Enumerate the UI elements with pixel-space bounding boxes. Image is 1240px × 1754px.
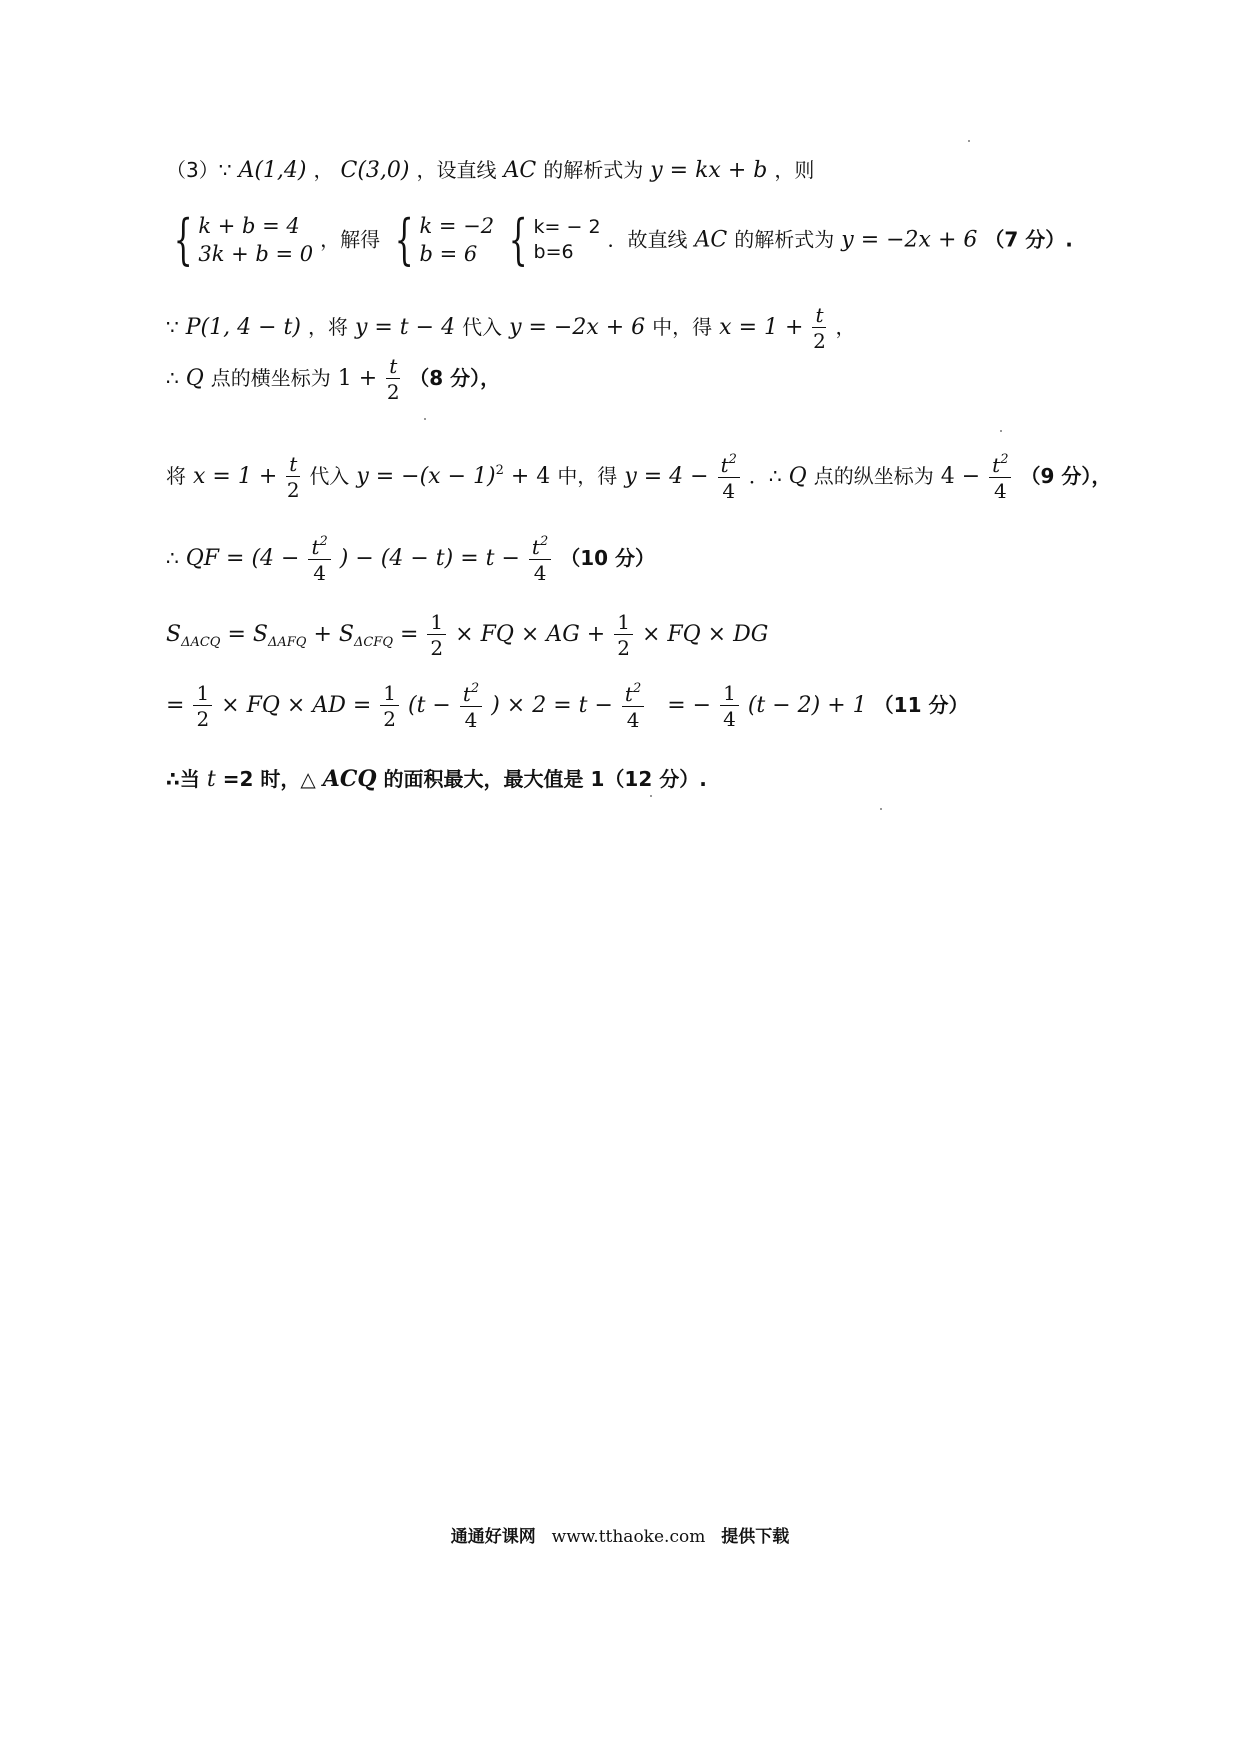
- scan-speck: [650, 795, 652, 797]
- line-3-text-3: 中，得: [652, 315, 713, 339]
- scan-speck: [968, 140, 970, 142]
- system-3-row-2: b=6: [533, 241, 574, 264]
- system-2-row-2: b = 6: [419, 242, 478, 267]
- line-3-expression-1: y = t − 4: [354, 315, 456, 340]
- line-1-text-2: 的解析式为: [543, 158, 644, 182]
- footer-site-name: 通通好课网: [450, 1527, 536, 1547]
- line-1-text-1: ，设直线: [416, 158, 497, 182]
- point-q: Q: [788, 464, 807, 489]
- line-2-text-3: 的解析式为: [734, 227, 835, 252]
- area-symbol: S: [252, 622, 268, 647]
- line-6-expression-1: QF = (4 −: [185, 546, 300, 571]
- fraction-t-over-2: [812, 305, 826, 351]
- exponent: 2: [728, 452, 737, 467]
- footer-download-text: 提供下载: [721, 1527, 790, 1547]
- line-3-tail: ，: [835, 315, 856, 339]
- brace-icon: {: [508, 208, 528, 272]
- line-1: [166, 160, 814, 182]
- line-5-expression-2: y = −(x − 1): [356, 464, 496, 489]
- line-2-expression: y = −2x + 6: [841, 227, 978, 253]
- fraction-denominator: 2: [617, 636, 630, 660]
- line-2-text-2: ．故直线: [607, 227, 688, 252]
- exponent: 2: [319, 534, 328, 549]
- line-5-text-2: 代入: [309, 464, 350, 488]
- score-7: （7 分）.: [984, 227, 1073, 252]
- line-9-text-3: 的面积最大，最大值是 1（12 分）.: [383, 767, 707, 791]
- fraction-denominator: 4: [993, 479, 1007, 503]
- fraction-t-over-2: [286, 454, 300, 500]
- line-4-text-1: 点的横坐标为: [210, 366, 331, 390]
- system-3-row-1: k= − 2: [533, 215, 601, 238]
- line-1-prefix: （3）∵: [166, 158, 232, 182]
- line-5-text-4: ．∴: [748, 464, 782, 488]
- fraction-numerator: t: [286, 454, 300, 477]
- line-8-term-5: (t − 2) + 1: [747, 693, 867, 718]
- fraction-numerator: t: [992, 453, 1001, 477]
- system-1-row-2: 3k + b = 0: [198, 242, 314, 267]
- line-ac-label: AC: [503, 158, 537, 183]
- fraction-denominator: 4: [722, 479, 736, 503]
- line-1-text-3: ，则: [774, 158, 815, 182]
- fraction-one-half: [427, 612, 446, 658]
- equation-system-3: [501, 208, 601, 272]
- fraction-one-quarter: [720, 683, 739, 729]
- point-c: C(3,0): [340, 158, 410, 183]
- fraction-denominator: 2: [286, 478, 300, 502]
- score-11: （11 分）: [873, 693, 969, 717]
- fraction-t-squared-over-4: [989, 453, 1011, 501]
- line-9: [166, 768, 707, 791]
- area-subscript: ΔACQ: [181, 635, 221, 650]
- therefore-symbol: ∴: [166, 366, 179, 390]
- scan-speck: [424, 418, 426, 420]
- fraction-denominator: 4: [626, 708, 640, 732]
- scan-speck: [880, 808, 882, 810]
- line-9-text-1: ∴当: [166, 767, 200, 791]
- fraction-t-squared-over-4: [622, 682, 644, 730]
- fraction-one-half: [380, 683, 399, 729]
- line-5-expression-4: 4 −: [940, 464, 981, 489]
- equation-system-2: [387, 208, 495, 272]
- triangle-acq-label: ACQ: [322, 766, 377, 792]
- variable-t: t: [206, 767, 216, 792]
- fraction-denominator: 2: [813, 329, 826, 353]
- line-3-expression-3: x = 1 +: [719, 315, 804, 340]
- area-symbol: S: [166, 622, 182, 647]
- score-9: （9 分），: [1020, 464, 1112, 488]
- area-subscript: ΔCFQ: [353, 635, 393, 650]
- score-8: （8 分），: [409, 366, 501, 390]
- line-8: [166, 682, 968, 730]
- line-5-text-5: 点的纵坐标为: [813, 464, 934, 488]
- fraction-numerator: 1: [427, 612, 446, 635]
- fraction-t-squared-over-4: [529, 535, 551, 583]
- fraction-t-squared-over-4: [718, 453, 740, 501]
- exponent: 2: [632, 681, 642, 696]
- line-5-expression-2b: + 4: [510, 464, 551, 489]
- because-symbol: ∵: [166, 315, 179, 339]
- point-q: Q: [185, 366, 204, 391]
- fraction-denominator: 4: [723, 707, 736, 731]
- equals-sign: =: [227, 622, 253, 647]
- line-9-text-2: =2 时，△: [222, 767, 316, 791]
- therefore-symbol: ∴: [166, 546, 179, 570]
- fraction-denominator: 4: [533, 561, 547, 585]
- fraction-numerator: t: [720, 453, 729, 477]
- line-5: [166, 453, 1111, 501]
- fraction-numerator: t: [624, 682, 633, 706]
- brace-icon: {: [394, 208, 414, 272]
- point-p: P(1, 4 − t): [185, 315, 301, 340]
- line-2-text-1: ，解得: [320, 227, 381, 252]
- fraction-numerator: 1: [193, 683, 212, 706]
- fraction-t-over-2: [386, 356, 400, 402]
- line-ac-label: AC: [694, 227, 728, 253]
- fraction-one-half: [614, 612, 633, 658]
- line-8-term-3: ) × 2 = t −: [491, 693, 613, 718]
- line-5-expression-1: x = 1 +: [193, 464, 278, 489]
- area-symbol: S: [338, 622, 354, 647]
- fraction-numerator: t: [462, 682, 471, 706]
- fraction-t-squared-over-4: [308, 535, 330, 583]
- system-2-row-1: k = −2: [419, 214, 495, 238]
- fraction-numerator: t: [812, 305, 826, 328]
- fraction-denominator: 2: [196, 707, 210, 731]
- exponent: 2: [1000, 452, 1009, 467]
- footer: [0, 1522, 1240, 1547]
- fraction-numerator: t: [386, 356, 400, 379]
- line-4-expression: 1 +: [337, 366, 378, 391]
- line-5-text-3: 中，得: [557, 464, 618, 488]
- fraction-numerator: t: [311, 535, 320, 559]
- line-8-term-4: = −: [667, 693, 712, 718]
- line-7: [166, 612, 768, 658]
- line-3-text-1: ，将: [307, 315, 348, 339]
- fraction-denominator: 2: [430, 636, 444, 660]
- area-subscript: ΔAFQ: [267, 635, 307, 650]
- footer-url: www.tthaoke.com: [551, 1527, 706, 1547]
- line-5-text-1: 将: [166, 464, 186, 488]
- line-1-expression: y = kx + b: [650, 158, 768, 183]
- line-3: [166, 305, 855, 351]
- line-8-term-1: × FQ × AD =: [221, 693, 372, 718]
- equation-system-1: [166, 208, 314, 272]
- equals-sign: =: [399, 622, 426, 647]
- line-7-term-2: × FQ × DG: [641, 622, 769, 647]
- fraction-denominator: 2: [383, 707, 397, 731]
- exponent: 2: [539, 534, 549, 549]
- line-6-expression-2: ) − (4 − t) = t −: [339, 546, 520, 571]
- equals-sign: =: [166, 693, 185, 718]
- fraction-numerator: 1: [614, 612, 633, 635]
- fraction-denominator: 2: [386, 380, 400, 404]
- plus-sign: +: [313, 622, 339, 647]
- exponent: 2: [470, 681, 480, 696]
- brace-icon: {: [173, 208, 193, 272]
- fraction-t-squared-over-4: [460, 682, 482, 730]
- line-3-text-2: 代入: [462, 315, 503, 339]
- fraction-denominator: 4: [313, 561, 326, 585]
- line-8-term-2: (t −: [408, 693, 451, 718]
- exponent: 2: [495, 463, 504, 478]
- fraction-one-half: [193, 683, 212, 729]
- line-2: [166, 208, 1073, 272]
- line-1-sep: ，: [313, 158, 334, 182]
- fraction-numerator: t: [531, 535, 540, 559]
- line-4: [166, 356, 500, 402]
- system-1-row-1: k + b = 4: [198, 214, 300, 238]
- line-7-term-1: × FQ × AG +: [455, 622, 606, 647]
- fraction-numerator: 1: [380, 683, 399, 706]
- line-6: [166, 535, 655, 583]
- point-a: A(1,4): [238, 158, 307, 183]
- line-5-expression-3: y = 4 −: [624, 464, 709, 489]
- score-10: （10 分）: [560, 546, 656, 570]
- fraction-numerator: 1: [720, 683, 739, 706]
- fraction-denominator: 4: [464, 708, 478, 732]
- scan-speck: [1000, 430, 1002, 432]
- line-3-expression-2: y = −2x + 6: [509, 315, 646, 340]
